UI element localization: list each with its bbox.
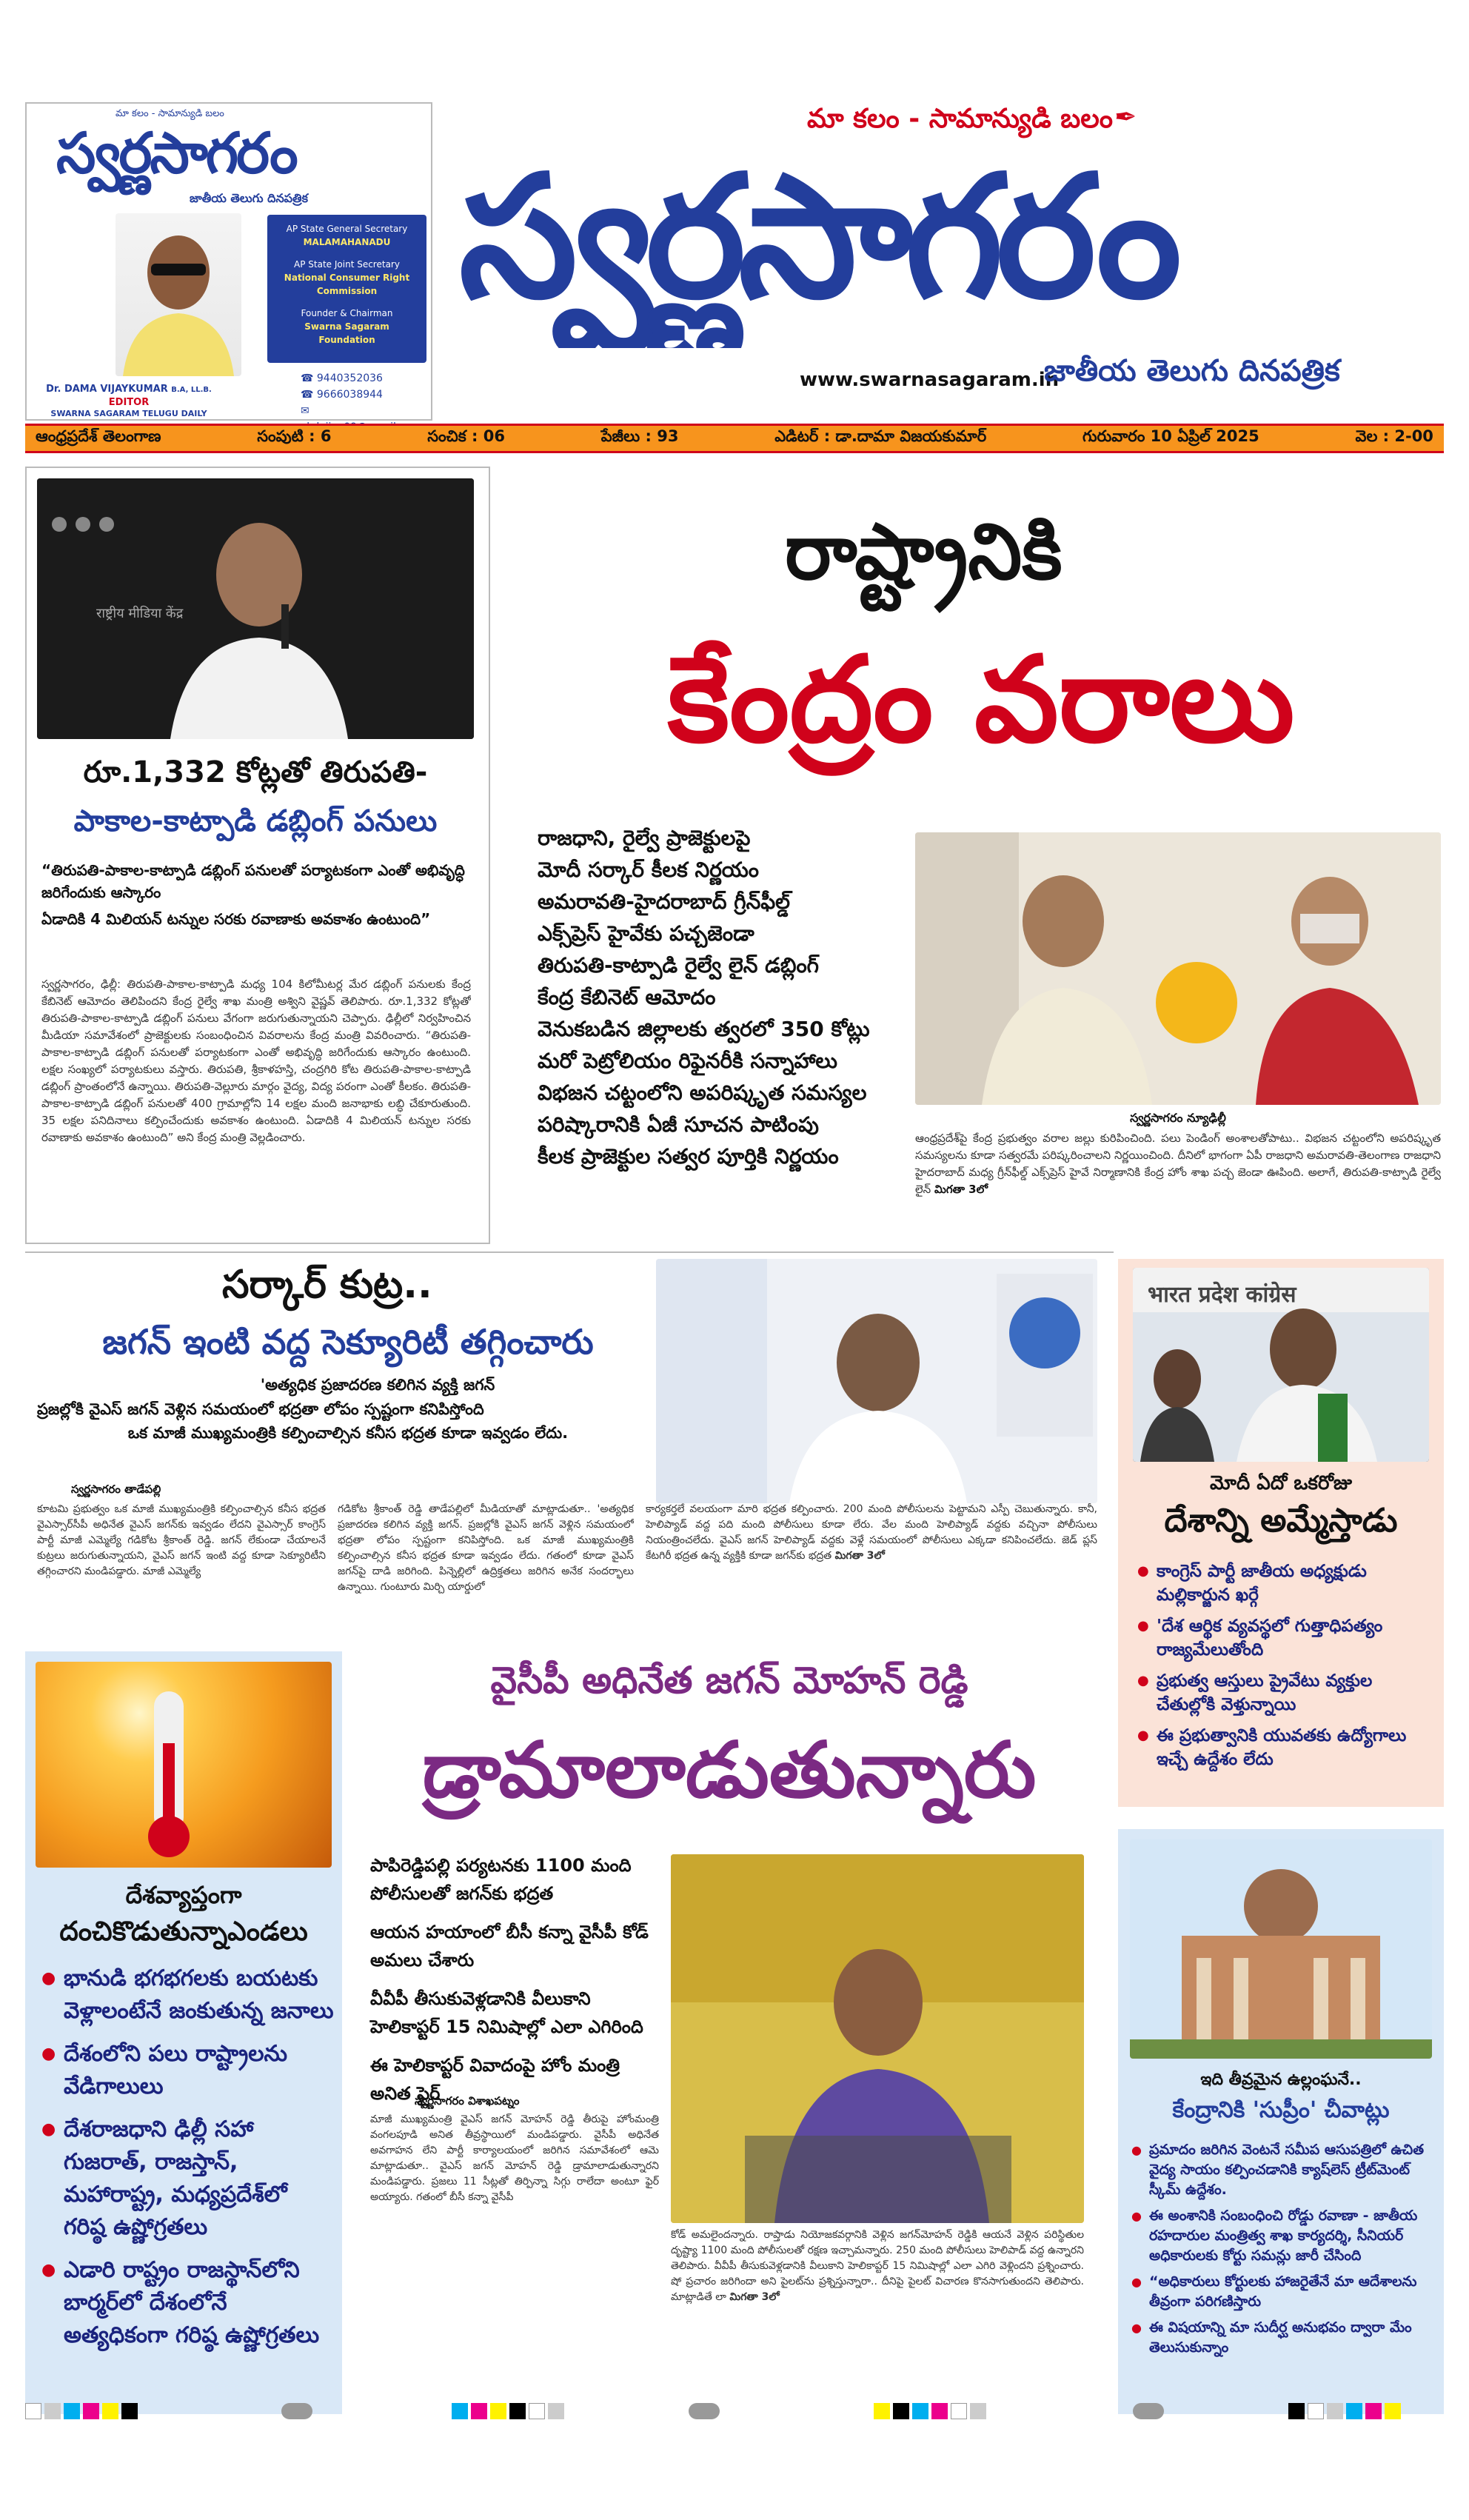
story1-photo [37, 478, 474, 739]
supreme-kicker: ఇది తీవ్రమైన ఉల్లంఘనే.. [1200, 2071, 1362, 2089]
masthead-subtitle: జాతీయ తెలుగు దినపత్రిక [1044, 354, 1340, 388]
lead-point: అమరావతి-హైదరాబాద్ గ్రీన్‌ఫీల్డ్ [538, 889, 791, 914]
info-volume: సంపుటి : 6 [257, 427, 332, 445]
kharge-kicker: మోదీ ఏదో ఒకరోజు [1209, 1472, 1353, 1494]
registration-mark [689, 2403, 720, 2419]
lead-point: పరిష్కారానికి ఏజీ సూచన పాటింపు [538, 1112, 819, 1137]
drama-continued: మిగతా 3లో [729, 2291, 780, 2303]
drama-point: ఈ హెలికాప్టర్ వివాదంపై హోం మంత్రి అనిత ఫైర్ [370, 2055, 620, 2104]
lead-point: తిరుపతి-కాట్పాడి రైల్వే లైన్ డబ్లింగ్ [538, 953, 820, 977]
info-issue: సంచిక : 06 [427, 427, 505, 445]
lead-body [915, 1130, 1441, 1198]
kharge-bullets [1137, 1560, 1433, 1779]
security-col2: గడికోట శ్రీకాంత్ రెడ్డి తాడేపల్లిలో మీడియాతో మాట్లాడుతూ.. 'అత్యధిక ప్రజాదరణ కలిగిన వ్యక్తి జగన్. ప్రజల్లోకి వైఎస్ జగన్ వెళ్లిన సమయంలో భద్రతా లోపం స్పష్టంగా కనిపిస్తోంది. ఒక మాజీ ముఖ్యమంత్రికి కల్పించాల్సిన కనీస భద్రత కూడా ఇవ్వడం లేదు. గతంలో కూడా వైఎస్ జగన్‌పై దాడి జరిగింది. పిన్నెల్లిలో ఉద్రిక్తతలు జరిగిన అనేక సందర్భాలు ఉన్నాయి. గుంటూరు మిర్చి యార్డులో [338, 1503, 634, 1593]
heat-bullet: ● భానుడి భగభగలకు బయటకు వెళ్లాలంటేనే జంకుతున్న జనాలు [41, 1962, 335, 2028]
small-logo-tagline: మా కలం - సామాన్యుడి బలం [116, 108, 224, 119]
phone1: 9440352036 [316, 372, 383, 384]
editor-name [40, 384, 218, 395]
security-col3 [646, 1502, 1097, 1598]
drama-point: వీవీపీ తీసుకువెళ్లడానికి వీలుకాని హెలికాప్టర్ 15 నిమిషాల్లో ఎలా ఎగిరింది [370, 1988, 643, 2037]
kharge-photo [1133, 1268, 1429, 1462]
kharge-bullet: ● కాంగ్రెస్ పార్టీ జాతీయ అధ్యక్షుడు మల్లికార్జున ఖర్గే [1137, 1560, 1433, 1607]
registration-mark [281, 2403, 312, 2419]
lead-point: కీలక ప్రాజెక్టుల సత్వర పూర్తికి నిర్ణయం [538, 1144, 839, 1169]
supreme-bullet: ● ప్రమాదం జరిగిన వెంటనే సమీప ఆసుపత్రిలో ఉచిత వైద్య సాయం కల్పించడానికి క్యాష్‌లెస్ ట్రీట్‌మెంట్ స్కీమ్ ఉద్దేశం. [1131, 2140, 1433, 2200]
lead-dateline: స్వర్ణసాగరం న్యూఢిల్లీ [1130, 1111, 1226, 1125]
security-continued: మిగతా 3లో [834, 1550, 885, 1562]
masthead-title: స్వర్ణసాగరం [459, 138, 1174, 335]
pen-icon: ✒ [1114, 102, 1137, 133]
lead-point: కేంద్ర కేబినెట్ ఆమోదం [538, 985, 716, 1009]
heat-bullet: ● దేశంలోని పలు రాష్ట్రాలను వేడిగాలులు [41, 2038, 335, 2103]
kharge-bullet: ● ప్రభుత్వ ఆస్తులు ప్రైవేటు వ్యక్తుల చేతుల్లోకి వెళ్తున్నాయి [1137, 1669, 1433, 1717]
heat-bullets [41, 1962, 335, 2362]
lead-point: రాజధాని, రైల్వే ప్రాజెక్టులపై [538, 826, 751, 850]
drama-col1: మాజీ ముఖ్యమంత్రి వైఎస్ జగన్ మోహన్ రెడ్డి తీరుపై హోంమంత్రి వంగలపూడి అనిత తీవ్రస్థాయిలో మండిపడ్డారు. వైసీపీ అధినేత అవగాహన లేని పార్టీ కార్యాలయంలో జరిగిన సమావేశంలో ఆమె మాట్లాడుతూ.. వైఎస్ జగన్ మోహన్ రెడ్డి డ్రామాలాడుతున్నారని మండిపడ్డారు. ప్రజలు 11 సీట్లతో తిర్పిన్నా సిగ్గు రాలేదా అంటూ ఫైర్ అయ్యారు. గతంలో బీసీ కన్నా వైసీపీ [370, 2113, 659, 2203]
lead-point: విభజన చట్టంలోని అపరిష్కృత సమస్యల [538, 1080, 867, 1105]
drama-point: ఆయన హయాంలో బీసీ కన్నా వైసీపీ కోడ్ అమలు చేశారు [370, 1922, 649, 1971]
kharge-photo-banner: भारत प्रदेश कांग्रेस [1148, 1282, 1296, 1308]
story1-head1: రూ.1,332 కోట్లతో తిరుపతి- [83, 755, 428, 789]
small-logo-title: స్వర్ణసాగరం [56, 120, 296, 186]
drama-points [370, 1851, 659, 2108]
story1-quote [41, 859, 471, 930]
info-states: ఆంధ్రప్రదేశ్ తెలంగాణ [36, 427, 161, 445]
lead-points [538, 822, 908, 1172]
heat-bullet: ● దేశరాజధాని ఢిల్లీ సహా గుజరాత్, రాజస్తాన్, మహారాష్ట్ర, మధ్యప్రదేశ్‌లో గరిష్ఠ ఉష్ణోగ్రతలు [41, 2113, 335, 2244]
editor-label: EDITOR [108, 397, 150, 408]
security-sub2: ప్రజల్లోకి వైఎస్ జగన్ వెళ్లిన సమయంలో భద్రతా లోపం స్పష్టంగా కనిపిస్తోంది [37, 1400, 484, 1418]
lead-photo [915, 832, 1441, 1105]
color-strip-4 [1288, 2403, 1404, 2422]
heat-headline: దంచికొడుతున్నాఎండలు [59, 1916, 308, 1947]
security-col1: కూటమి ప్రభుత్వం ఒక మాజీ ముఖ్యమంత్రికి కల్పించాల్సిన కనీస భద్రత వైఎస్సార్‌సీపీ అధినేత వైఎస్ జగన్‌కు ఇవ్వడం లేదని వైఎస్సార్ కాంగ్రెస్ పార్టీ మాజీ ఎమ్మెల్యే గడికోట శ్రీకాంత్ రెడ్డి. జగన్ లేకుండా చేయాలనే కుట్రలు జరుగుతున్నాయని, వైఎస్ జగన్ ఇంటి వద్ద కూడా సెక్యూరిటీని తగ్గించారని మండిపడ్డారు. మాజీ ఎమ్మెల్యే [37, 1503, 326, 1577]
info-date: గురువారం 10 ఏప్రిల్ 2025 [1082, 427, 1259, 445]
story1-photo-banner: राष्ट्रीय मीडिया केंद्र [96, 606, 184, 621]
roles-panel [267, 215, 426, 363]
color-strip-3 [874, 2403, 989, 2422]
drama-col2 [671, 2227, 1084, 2331]
security-kicker: సర్కార్ కుట్ర.. [222, 1263, 432, 1307]
lead-body-text: ఆంధ్రప్రదేశ్‌పై కేంద్ర ప్రభుత్వం వరాల జల్లు కురిపించింది. పలు పెండింగ్ అంశాలతోపాటు.. విభజన చట్టంలోని అపరిష్కృత సమస్యలను కూడా సత్వరమే పరిష్కరించాలని నిర్ణయించింది. దీనిలో భాగంగా ఏపీ రాజధాని అమరావతి-తెలంగాణ రాజధాని హైదరాబాద్ మధ్య గ్రీన్‌ఫీల్డ్ ఎక్స్‌ప్రెస్ హైవే నిర్మాణానికి కేంద్ర హోం శాఖ పచ్చ జెండా ఊపింది. అలాగే, తిరుపతి-కాట్పాడి రైల్వే లైన్ [915, 1132, 1441, 1196]
info-editor: ఎడిటర్ : డా.దామా విజయకుమార్ [774, 427, 987, 445]
heat-kicker: దేశవ్యాప్తంగా [125, 1881, 242, 1909]
drama-photo [671, 1854, 1084, 2223]
lead-kicker: రాష్ట్రానికి [785, 507, 1063, 597]
lead-point: మరో పెట్రోలియం రిఫైనరీకి సన్నాహాలు [538, 1049, 837, 1073]
kharge-headline: దేశాన్ని అమ్మేస్తాడు [1164, 1502, 1398, 1540]
heat-photo [36, 1662, 332, 1868]
role3-org: Swarna Sagaram Foundation [304, 321, 389, 345]
drama-col2-text: కోడ్ అమలైందన్నారు. రాప్తాడు నియోజకవర్గానికి వెళ్లిన జగన్‌మోహన్ రెడ్డికి ఆయనే వెళ్లిన పరిస్థితుల దృష్ట్యా 1100 మంది పోలీసులతో రక్షణ ఇచ్చామన్నారు. 250 మంది పోలీసులు హెలిపాడ్ వద్ద ఉన్నారని తెలిపారు. వీవీపీ తీసుకువెళ్లడానికి వీలుకాని హెలికాప్టర్ 15 నిమిషాల్లో ఎలా ఎగిరి వెళ్లిందని ప్రశ్నించారు. షో ప్రచారం జరిగిందా అని పైలట్‌ను ప్రశ్నిస్తున్నారా.. దీనిపై పైలట్ విచారణ కొనసాగుతుందని తెలిపారు. మాట్లాడితే లా [671, 2229, 1084, 2303]
supreme-bullet: ● ఈ విషయాన్ని మా సుదీర్ఘ అనుభవం ద్వారా మేం తెలుసుకున్నాం [1131, 2318, 1433, 2358]
security-dateline: స్వర్ణసాగరం తాడేపల్లి [71, 1483, 161, 1496]
editor-card [25, 102, 432, 421]
security-sub1: 'అత్యధిక ప్రజాదరణ కలిగిన వ్యక్తి జగన్ [260, 1376, 495, 1394]
supreme-photo [1130, 1839, 1432, 2059]
info-bar [25, 424, 1444, 453]
supreme-headline: కేంద్రానికి 'సుప్రీం' చీవాట్లు [1172, 2097, 1390, 2123]
info-price: వెల : 2-00 [1355, 427, 1433, 445]
masthead-tagline: మా కలం - సామాన్యుడి బలం [807, 104, 1114, 134]
role1-title: AP State General Secretary [286, 224, 408, 234]
role2-title: AP State Joint Secretary [294, 259, 400, 270]
drama-headline: డ్రామాలాడుతున్నారు [422, 1725, 1037, 1815]
editor-paper: SWARNA SAGARAM TELUGU DAILY [50, 409, 207, 418]
supreme-bullet: ● “అధికారులు కోర్టులకు హాజరైతేనే మా ఆదేశాలను తీవ్రంగా పరిగణిస్తారు [1131, 2272, 1433, 2312]
security-sub3: ఒక మాజీ ముఖ్యమంత్రికి కల్పించాల్సిన కనీస భద్రత కూడా ఇవ్వడం లేదు. [127, 1424, 569, 1442]
role3-title: Founder & Chairman [301, 308, 393, 318]
supreme-bullets [1131, 2140, 1433, 2364]
lead-point: మోదీ సర్కార్ కీలక నిర్ణయం [538, 858, 759, 882]
story1-head2: పాకాల-కాట్పాడి డబ్లింగ్ పనులు [73, 804, 438, 838]
editor-quals: B.A, LL.B. [171, 386, 212, 394]
story1-quote-1: “తిరుపతి-పాకాల-కాట్పాడి డబ్లింగ్ పనులతో పర్యాటకంగా ఎంతో అభివృద్ధి జరిగేందుకు ఆస్కారం [41, 861, 465, 901]
email-icon: ✉ [301, 405, 309, 417]
kharge-bullet: ● 'దేశ ఆర్థిక వ్యవస్థలో గుత్తాధిపత్యం రాజ్యమేలుతోంది [1137, 1614, 1433, 1662]
role1-org: MALAMAHANADU [303, 237, 391, 247]
phone2: 9666038944 [316, 389, 383, 401]
lead-continued: మిగతా 3లో [934, 1183, 988, 1196]
drama-dateline: స్వర్ణసాగరం విశాఖపట్నం [415, 2094, 520, 2108]
security-photo [656, 1259, 1097, 1503]
website: www.swarnasagaram.in [800, 369, 1060, 391]
color-strip-2 [452, 2403, 567, 2422]
story1-quote-2: ఏడాదికి 4 మిలియన్ టన్నుల సరకు రవాణాకు అవకాశం ఉంటుంది” [41, 910, 431, 928]
story1-body: స్వర్ణసాగరం, ఢిల్లీ: తిరుపతి-పాకాల-కాట్పాడి మధ్య 104 కిలోమీటర్ల మేర డబ్లింగ్ పనులకు కేంద్ర కేబినెట్ ఆమోదం తెలిపిందని కేంద్ర రైల్వే శాఖ మంత్రి అశ్విని వైష్ణవ్ తెలిపారు. రూ.1,332 కోట్లతో తిరుపతి-పాకాల-కాట్పాడి డబ్లింగ్ పనులు వేగంగా జరుగుతున్నాయని చెప్పారు. ఢిల్లీలో నిర్వహించిన మీడియా సమావేశంలో ప్రాజెక్టులకు సంబంధించిన వివరాలను కేంద్ర మంత్రి వివరించారు. “తిరుపతి-పాకాల-కాట్పాడి డబ్లింగ్ పనులతో పర్యాటకంగా ఎంతో అభివృద్ధి జరిగేందుకు ఆస్కారం ఉంటుంది. లక్షల సంఖ్యలో పర్యాటకులు వస్తారు. తిరుపతి, శ్రీకాళహస్తి, చంద్రగిరి కోట తిరుపతి-పాకాల-కాట్పాడి డబ్లింగ్ ప్రాంతంలోనే ఉన్నాయి. తిరుపతి-వెల్లూరు మార్గం వైద్య, విద్య పరంగా ఎంతో కీలకం. తిరుపతి-పాకాల-కాట్పాడి డబ్లింగ్ పనులతో 400 గ్రామాల్లోని 14 లక్షల మంది జనాభాకు లబ్ధి చేకూరుతుంది. 35 లక్షల పనిదినాలు కల్పించేందుకు అవకాశం ఉంటుంది. ఏడాదికి 4 మిలియన్ టన్నుల సరకు రవాణాకు అవకాశం ఉంటుంది” అని కేంద్ర మంత్రి వెల్లడించారు. [41, 977, 471, 1144]
phone-icon-2: ☎ [301, 389, 317, 401]
kharge-bullet: ● ఈ ప్రభుత్వానికి యువతకు ఉద్యోగాలు ఇచ్చే ఉద్దేశం లేదు [1137, 1724, 1433, 1771]
drama-kicker: వైసీపీ అధినేత జగన్ మోహన్ రెడ్డి [490, 1659, 968, 1702]
role2-org: National Consumer Right Commission [284, 273, 410, 296]
color-strip-1 [25, 2403, 141, 2422]
divider-1 [25, 1251, 1114, 1253]
heat-bullet: ● ఎడారి రాష్ట్రం రాజస్థాన్‌లోని బార్మర్‌లో దేశంలోనే అత్యధికంగా గరిష్ఠ ఉష్ణోగ్రతలు [41, 2254, 335, 2352]
lead-point: వెనుకబడిన జిల్లాలకు త్వరలో 350 కోట్లు [538, 1017, 870, 1041]
registration-mark [1133, 2403, 1164, 2419]
editor-photo [116, 213, 241, 376]
editor-name-text: Dr. DAMA VIJAYKUMAR [46, 384, 168, 395]
small-logo-subtitle: జాతీయ తెలుగు దినపత్రిక [190, 191, 308, 205]
supreme-bullet: ● ఈ అంశానికి సంబంధించి రోడ్డు రవాణా - జాతీయ రహదారుల మంత్రిత్వ శాఖ కార్యదర్శి, సీనియర్ అధికారులకు కోర్టు సమన్లు జారీ చేసింది [1131, 2206, 1433, 2266]
info-pages: పేజీలు : 93 [600, 427, 679, 445]
drama-point: పాపిరెడ్డిపల్లి పర్యటనకు 1100 మంది పోలీసులతో జగన్‌కు భద్రత [370, 1855, 632, 1904]
security-col3-text: కార్యకర్తలే వలయంగా మారి భద్రత కల్పించారు. 200 మంది పోలీసులను పెట్టామని ఎస్పీ చెబుతున్నారు. కానీ, హెలిప్యాడ్ వద్ద పది మంది పోలీసులు కూడా లేరు. వేల మంది హెలిప్యాడ్ వద్దకు వచ్చినా పోలీసులు నియంత్రించలేదు. వైఎస్ జగన్ హెలిప్యాడ్ వద్దకు వెళ్లే సమయంలో పోలీసులు ఎక్కడా కనిపించలేదు. జెడ్ ప్లస్ కేటగిరీ భద్రత ఉన్న వ్యక్తికి కూడా జగన్‌కు భద్రత [646, 1503, 1097, 1562]
security-headline: జగన్ ఇంటి వద్ద సెక్యూరిటీ తగ్గించారు [102, 1322, 594, 1362]
lead-point: ఎక్స్‌ప్రెస్ హైవేకు పచ్చజెండా [538, 921, 754, 946]
lead-headline: కేంద్రం వరాలు [667, 630, 1295, 769]
phone-icon: ☎ [301, 372, 317, 384]
